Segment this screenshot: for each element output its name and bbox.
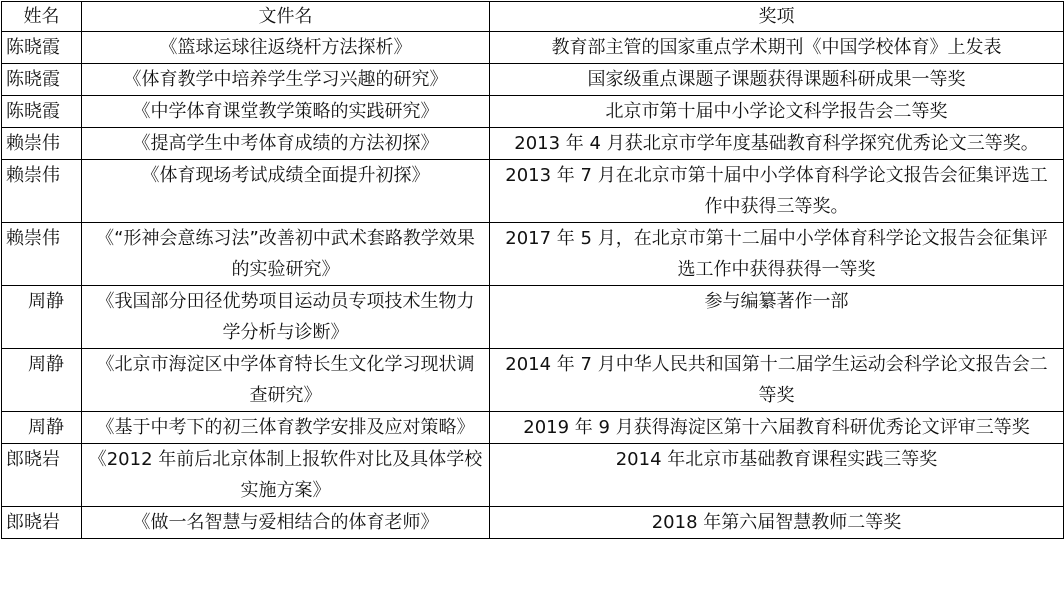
column-header-file: 文件名 xyxy=(82,2,490,32)
cell-name: 周静 xyxy=(2,286,82,349)
cell-award: 国家级重点课题子课题获得课题科研成果一等奖 xyxy=(490,64,1064,96)
cell-name: 郎晓岩 xyxy=(2,444,82,507)
cell-award: 2018 年第六届智慧教师二等奖 xyxy=(490,507,1064,539)
awards-table xyxy=(1,1,1064,539)
cell-award: 2013 年 4 月获北京市学年度基础教育科学探究优秀论文三等奖。 xyxy=(490,128,1064,160)
table-row xyxy=(2,32,1064,64)
cell-name: 赖崇伟 xyxy=(2,160,82,223)
cell-name: 陈晓霞 xyxy=(2,96,82,128)
cell-file: 《北京市海淀区中学体育特长生文化学习现状调查研究》 xyxy=(82,349,490,412)
cell-award: 北京市第十届中小学论文科学报告会二等奖 xyxy=(490,96,1064,128)
cell-award: 2017 年 5 月，在北京市第十二届中小学体育科学论文报告会征集评选工作中获得获得一等奖 xyxy=(490,223,1064,286)
cell-name: 周静 xyxy=(2,412,82,444)
cell-file: 《基于中考下的初三体育教学安排及应对策略》 xyxy=(82,412,490,444)
column-header-award: 奖项 xyxy=(490,2,1064,32)
table-row xyxy=(2,349,1064,412)
table-row xyxy=(2,160,1064,223)
cell-file: 《中学体育课堂教学策略的实践研究》 xyxy=(82,96,490,128)
cell-name: 周静 xyxy=(2,349,82,412)
cell-award: 参与编纂著作一部 xyxy=(490,286,1064,349)
table-row xyxy=(2,96,1064,128)
cell-file: 《篮球运球往返绕杆方法探析》 xyxy=(82,32,490,64)
cell-file: 《体育教学中培养学生学习兴趣的研究》 xyxy=(82,64,490,96)
table-row xyxy=(2,128,1064,160)
cell-file: 《做一名智慧与爱相结合的体育老师》 xyxy=(82,507,490,539)
cell-award: 教育部主管的国家重点学术期刊《中国学校体育》上发表 xyxy=(490,32,1064,64)
column-header-name: 姓名 xyxy=(2,2,82,32)
cell-award: 2014 年北京市基础教育课程实践三等奖 xyxy=(490,444,1064,507)
cell-name: 赖崇伟 xyxy=(2,223,82,286)
cell-name: 陈晓霞 xyxy=(2,32,82,64)
cell-file: 《我国部分田径优势项目运动员专项技术生物力学分析与诊断》 xyxy=(82,286,490,349)
cell-award: 2014 年 7 月中华人民共和国第十二届学生运动会科学论文报告会二等奖 xyxy=(490,349,1064,412)
table-row xyxy=(2,507,1064,539)
cell-name: 赖崇伟 xyxy=(2,128,82,160)
cell-file: 《体育现场考试成绩全面提升初探》 xyxy=(82,160,490,223)
table-row xyxy=(2,223,1064,286)
cell-file: 《“形神会意练习法”改善初中武术套路教学效果的实验研究》 xyxy=(82,223,490,286)
table-row xyxy=(2,412,1064,444)
cell-file: 《提高学生中考体育成绩的方法初探》 xyxy=(82,128,490,160)
cell-name: 陈晓霞 xyxy=(2,64,82,96)
table-row xyxy=(2,286,1064,349)
header-row xyxy=(2,2,1064,32)
cell-award: 2019 年 9 月获得海淀区第十六届教育科研优秀论文评审三等奖 xyxy=(490,412,1064,444)
cell-name: 郎晓岩 xyxy=(2,507,82,539)
table-row xyxy=(2,444,1064,507)
table-row xyxy=(2,64,1064,96)
cell-award: 2013 年 7 月在北京市第十届中小学体育科学论文报告会征集评选工作中获得三等奖。 xyxy=(490,160,1064,223)
cell-file: 《2012 年前后北京体制上报软件对比及具体学校实施方案》 xyxy=(82,444,490,507)
